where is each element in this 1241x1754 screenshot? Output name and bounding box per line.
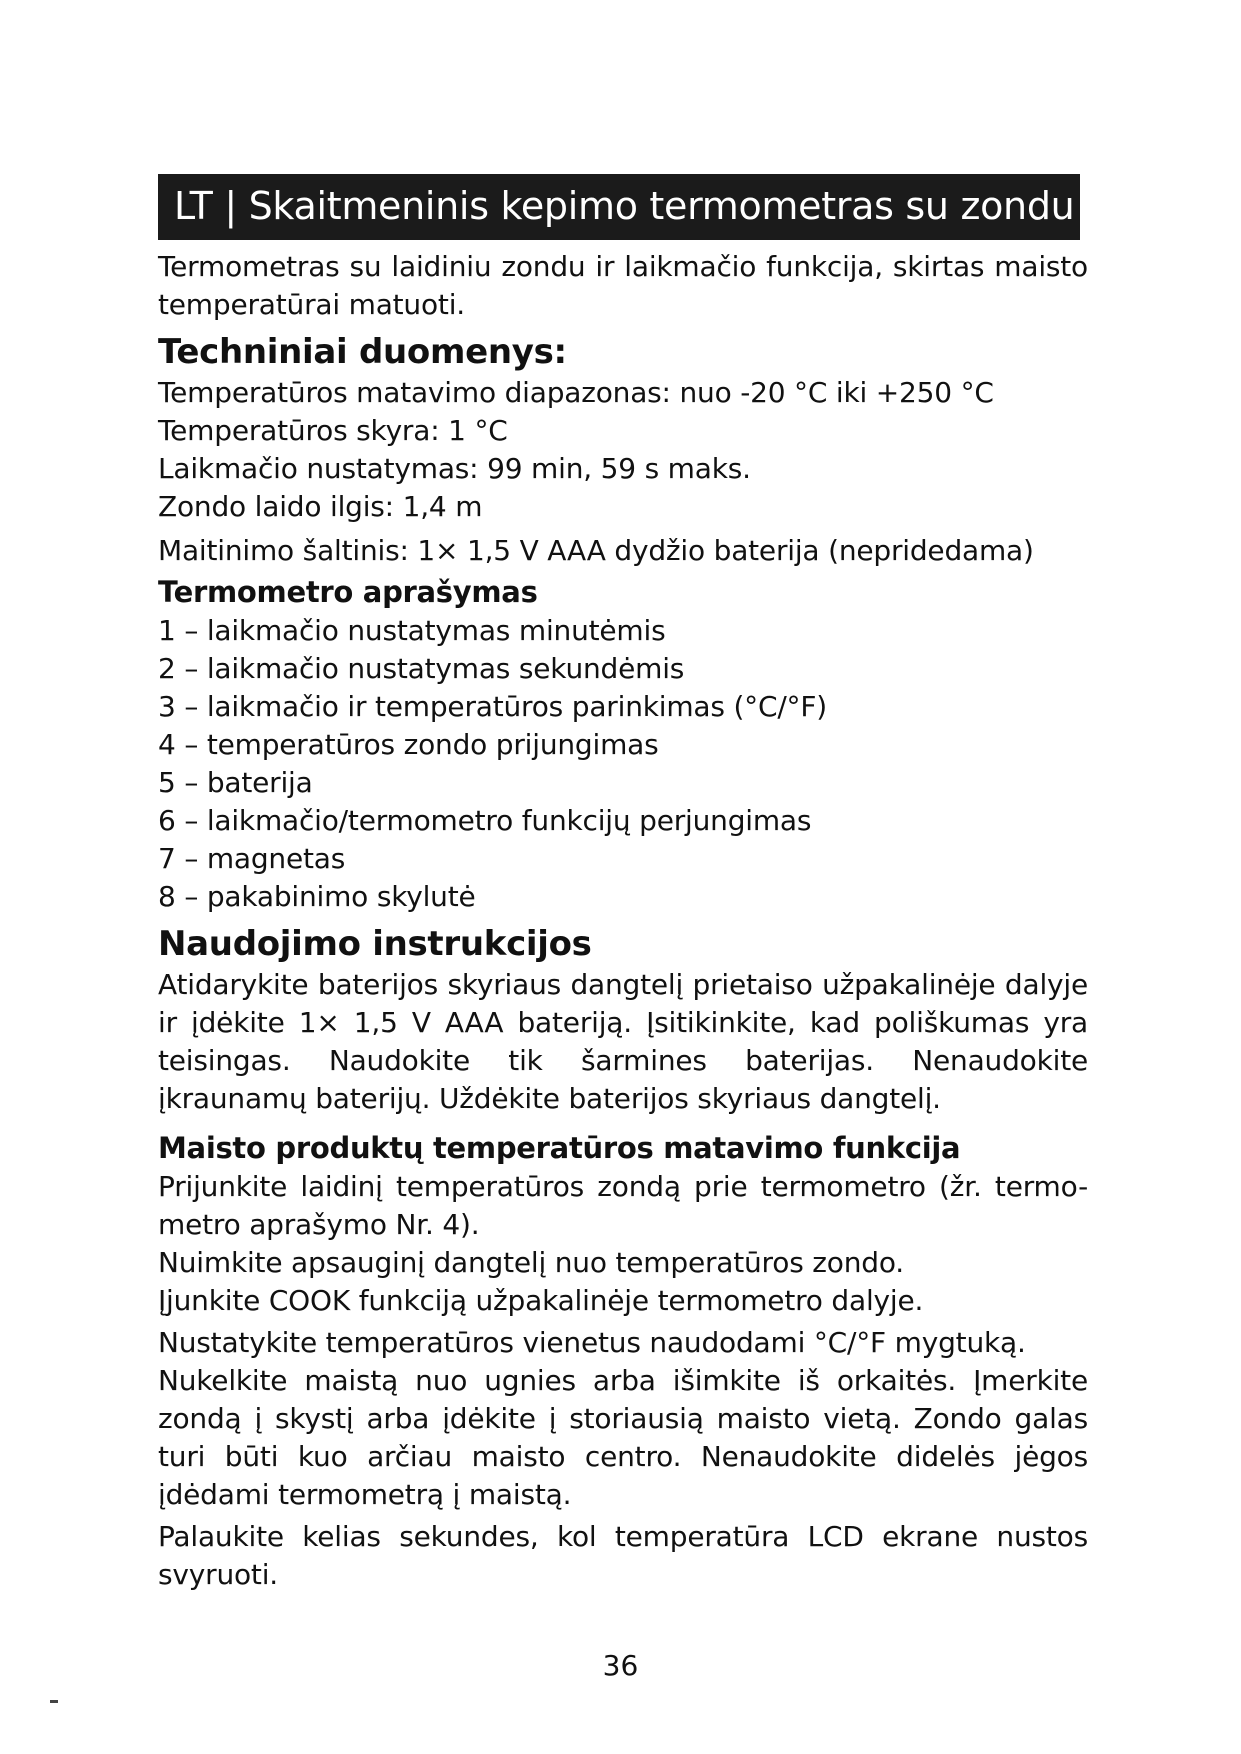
measure-paragraph: Nukelkite maistą nuo ugnies arba išimkite iš orkaitės. Įmerkite zondą į skystį arba įdėkite į storiausią maisto vietą. Zondo galas turi būti kuo arčiau maisto centro. Nenaudokite didelės jėgos įdėdami termometrą į maistą. bbox=[158, 1364, 1088, 1511]
description-heading: Termometro aprašymas bbox=[158, 575, 538, 609]
manual-page bbox=[158, 174, 1088, 1594]
list-item: 3 – laikmačio ir temperatūros parinkimas (°C/°F) bbox=[158, 690, 827, 723]
measure-paragraph: Prijunkite laidinį temperatūros zondą prie termometro (žr. termo-metro aprašymo Nr. 4). bbox=[158, 1170, 1088, 1241]
tech-heading: Techniniai duomenys: bbox=[158, 332, 567, 372]
description-list bbox=[158, 612, 1088, 916]
spec-cable-length: Zondo laido ilgis: 1,4 m bbox=[158, 490, 483, 523]
measure-paragraph: Palaukite kelias sekundes, kol temperatūra LCD ekrane nustos svyruoti. bbox=[158, 1520, 1088, 1591]
scan-mark bbox=[50, 1700, 58, 1703]
list-item: 7 – magnetas bbox=[158, 842, 346, 875]
spec-resolution: Temperatūros skyra: 1 °C bbox=[158, 414, 508, 447]
page-number: 36 bbox=[602, 1649, 639, 1682]
usage-heading: Naudojimo instrukcijos bbox=[158, 924, 592, 964]
measure-paragraph: Nustatykite temperatūros vienetus naudodami °C/°F mygtuką. bbox=[158, 1326, 1026, 1359]
list-item: 5 – baterija bbox=[158, 766, 313, 799]
tech-specs-list bbox=[158, 374, 1088, 570]
list-item: 2 – laikmačio nustatymas sekundėmis bbox=[158, 652, 685, 685]
measure-paragraph: Įjunkite COOK funkciją užpakalinėje termometro dalyje. bbox=[158, 1284, 924, 1317]
spec-power: Maitinimo šaltinis: 1× 1,5 V AAA dydžio baterija (nepridedama) bbox=[158, 534, 1034, 567]
list-item: 8 – pakabinimo skylutė bbox=[158, 880, 476, 913]
measure-heading: Maisto produktų temperatūros matavimo funkcija bbox=[158, 1131, 961, 1165]
usage-text: Atidarykite baterijos skyriaus dangtelį prietaiso užpakalinėje dalyje ir įdėkite 1× 1,5 V AAA bateriją. Įsitikinkite, kad poliškumas yra teisingas. Naudokite tik šarmines baterijas. Nenaudokite įkraunamų baterijų. Uždėkite baterijos skyriaus dangtelį. bbox=[158, 968, 1088, 1115]
list-item: 1 – laikmačio nustatymas minutėmis bbox=[158, 614, 666, 647]
intro-text: Termometras su laidiniu zondu ir laikmačio funkcija, skirtas maisto temperatūrai matuoti. bbox=[158, 250, 1088, 321]
spec-timer: Laikmačio nustatymas: 99 min, 59 s maks. bbox=[158, 452, 751, 485]
list-item: 4 – temperatūros zondo prijungimas bbox=[158, 728, 659, 761]
spec-temperature-range: Temperatūros matavimo diapazonas: nuo -20 °C iki +250 °C bbox=[158, 376, 994, 409]
measure-paragraph: Nuimkite apsauginį dangtelį nuo temperatūros zondo. bbox=[158, 1246, 904, 1279]
page-title: LT | Skaitmeninis kepimo termometras su zondu bbox=[158, 174, 1080, 240]
list-item: 6 – laikmačio/termometro funkcijų perjungimas bbox=[158, 804, 812, 837]
